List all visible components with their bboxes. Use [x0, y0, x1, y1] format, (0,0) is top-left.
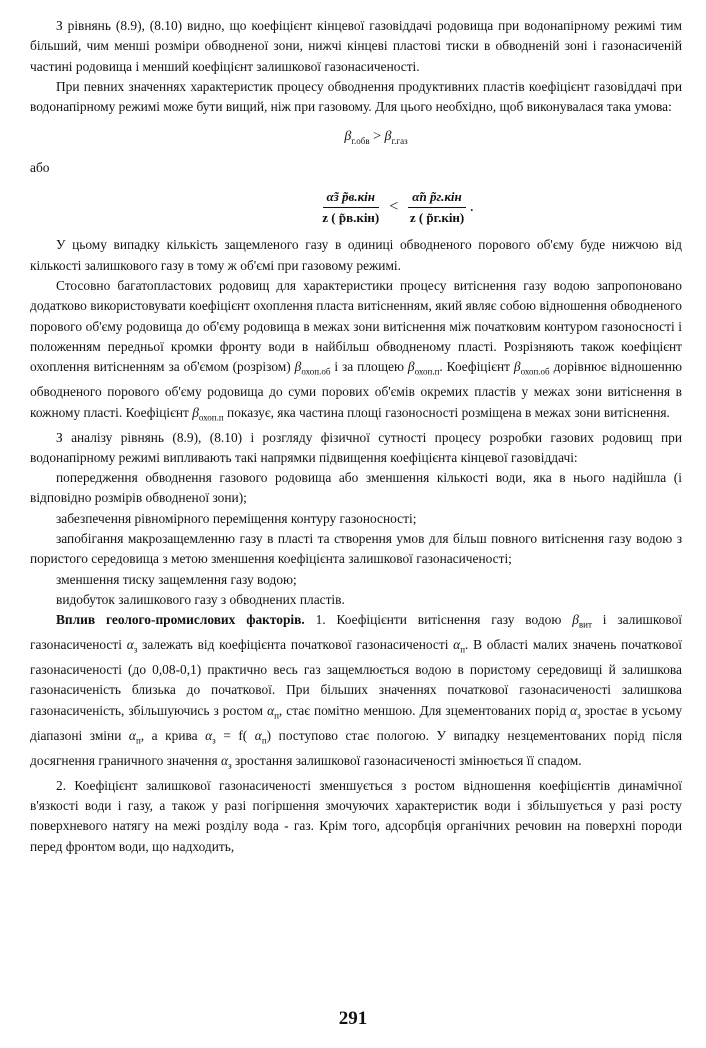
section-heading: Вплив геолого-промислових факторів.	[56, 612, 305, 628]
list-item-5: видобуток залишкового газу з обводнених пластів.	[56, 591, 345, 607]
list-item-4: зменшення тиску защемлення газу водою;	[56, 571, 297, 587]
equation-1: $\beta_{г.обв} > \beta_{г.газ}$	[344, 129, 408, 147]
page-body	[30, 16, 682, 857]
equation-2: $\frac{\text{α̃з p̃в.кін}}{\text{z ( p̃в.кін)}}$ < $\frac{\text{α̃п p̃г.кін}}{\text{z ( p̃г.кін)}}$ .	[322, 188, 474, 225]
list-item-1: попередження обводнення газового родовища або зменшення кількості води, яка в нього надійшла (і відповідно розмірів обводненої зони);	[30, 470, 682, 506]
paragraph-2: При певних значеннях характеристик процесу обводнення продуктивних пластів коефіцієнт газовіддачі при водонапірному режимі може бути вищий, ніж при газовому. Для цього необхідно, щоб виконувалася така умова:	[30, 78, 682, 115]
fraction-right: $\frac{\text{α̃п p̃г.кін}}{\text{z ( p̃г.кін)}}$	[409, 188, 465, 225]
fraction-left: $\frac{\text{α̃з p̃в.кін}}{\text{z ( p̃в.кін)}}$	[322, 188, 380, 225]
or-word: або	[30, 160, 50, 176]
paragraph-4: Стосовно багатопластових родовищ для характеристики процесу витіснення газу водою запропоновано додатково використовувати коефіцієнт охоплення пласта витісненням, який являє собою відношення обводненого порового об'єму родовища до об'єму родовища в межах зони витіснення між початковим контуром газоносності і положенням передньої кромки фронту води в найбільш обводненому пласті. Розрізняють також коефіцієнт охоплення витісненням за об'ємом (розрізом) $\beta_{охоп.об}$ і за площею $\beta_{охоп.п}$. Коефіцієнт $\beta_{охоп.об}$ дорівнює відношенню обводненого порового об'єму родовища до суми порових об'ємів окремих пластів у межах зони витіснення в кожному пласті. Коефіцієнт $\beta_{охоп.п}$ показує, яка частина площі газоносності розміщена в межах зони витіснення.	[30, 278, 682, 423]
list-item-3: запобігання макрозащемленню газу в пласті та створення умов для більш повного витіснення газу водою з пористого середовища з метою зменшення коефіцієнта залишкової газонасиченості;	[30, 530, 682, 567]
paragraph-5: З аналізу рівнянь (8.9), (8.10) і розгляду фізичної сутності процесу розробки газових родовищ при водонапірному режимі випливають такі напрямки підвищення коефіцієнта кінцевої газовіддачі:	[30, 429, 682, 465]
paragraph-7: 2. Коефіцієнт залишкової газонасиченості зменшується з ростом відношення коефіцієнтів динамічної в'язкості води і газу, а також у разі погіршення змочуючих характеристик води і збільшується у разі росту поверхневого натягу на межі розділу вода - газ. Крім того, адсорбція органічних речовин на поверхні породи перед фронтом води, що надходить,	[30, 777, 682, 854]
paragraph-6: Вплив геолого-промислових факторів. 1. Коефіцієнти витіснення газу водою $\beta_{вит}$ і залишкової газонасиченості $\alpha_з$ залежать від коефіцієнта початкової газонасиченості $\alpha_п$. В області малих значень початкової газонасиченості (до 0,08-0,1) практично весь газ защемлюється водою в пористому середовищі й залишкова газонасиченість близька до початкової. При більших значеннях початкової газонасиченості залишкова газонасиченість, збільшуючись з ростом $\alpha_п$, стає помітно меншою. Для зцементованих порід $\alpha_з$ зростає в усьому діапазоні зміни $\alpha_п$, а крива $\alpha_з = f$( $\alpha_п$) поступово стає пологою. У випадку незцементованих порід після досягнення граничного значення $\alpha_з$ зростання залишкової газонасиченості змінюється її спадом.	[30, 612, 683, 771]
list-item-2: забезпечення рівномірного переміщення контуру газоносності;	[56, 510, 417, 526]
page-number: 291	[338, 1008, 368, 1029]
paragraph-3: У цьому випадку кількість защемленого газу в одиниці обводненого порового об'єму буде нижчою від кількості залишкового газу в тому ж об'ємі при газовому режимі.	[30, 237, 682, 273]
paragraph-1: З рівнянь (8.9), (8.10) видно, що коефіцієнт кінцевої газовіддачі родовища при водонапірному режимі тим більший, чим менші розміри обводненої зони, нижчі кінцеві пластові тиски в обводненій зоні і газонасиченій частині родовища і менший коефіцієнт залишкової газонасиченості.	[30, 18, 682, 74]
